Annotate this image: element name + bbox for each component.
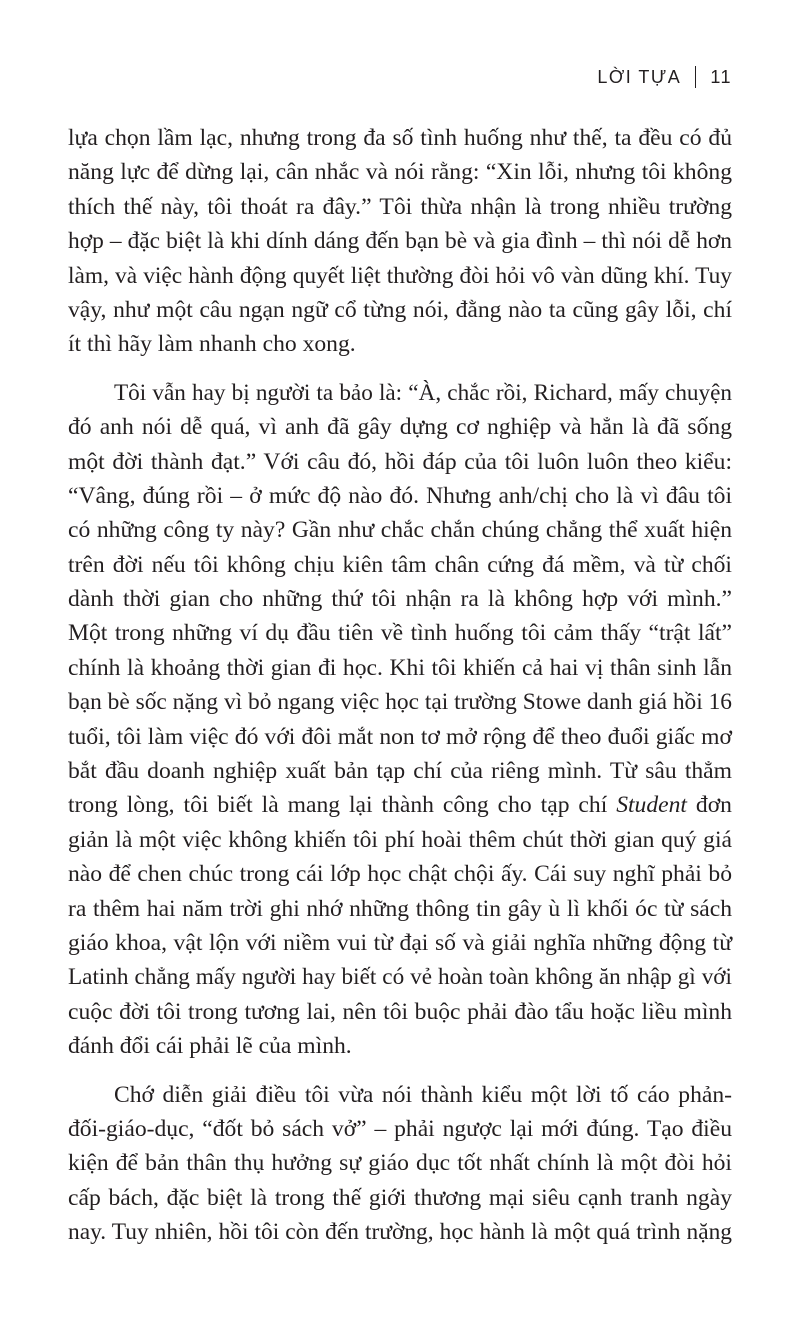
text-line: ít thì hãy làm nhanh cho xong. xyxy=(68,331,356,358)
text-line: giáo khoa, vật lộn với niềm vui từ đại số và giải nghĩa những động từ xyxy=(68,929,732,956)
text-line: đánh đổi cái phải lẽ của mình. xyxy=(68,1033,352,1060)
text-line: hợp – đặc biệt là khi dính dáng đến bạn bè và gia đình – thì nói dễ hơn xyxy=(68,228,732,255)
text-line: Tôi vẫn hay bị người ta bảo là: “À, chắc rồi, Richard, mấy chuyện xyxy=(114,379,732,406)
text-line: nay. Tuy nhiên, hồi tôi còn đến trường, học hành là một quá trình nặng xyxy=(68,1219,732,1246)
paragraph xyxy=(68,1078,732,1250)
header-divider xyxy=(695,66,696,88)
paragraph xyxy=(68,121,732,362)
text-line: năng lực để dừng lại, cân nhắc và nói rằng: “Xin lỗi, nhưng tôi không xyxy=(68,159,732,186)
page-number: 11 xyxy=(710,66,732,87)
paragraph-gap xyxy=(68,362,732,376)
text-line: có những công ty này? Gần như chắc chắn chúng chẳng thể xuất hiện xyxy=(68,517,732,544)
text-line: đối-giáo-dục, “đốt bỏ sách vở” – phải ngược lại mới đúng. Tạo điều xyxy=(68,1115,732,1142)
text-line: chính là khoảng thời gian đi học. Khi tôi khiến cả hai vị thân sinh lẫn xyxy=(68,654,732,681)
text-line: Latinh chẳng mấy người hay biết có vẻ hoàn toàn không ăn nhập gì với xyxy=(68,964,732,991)
text-line: tuổi, tôi làm việc đó với đôi mắt non tơ mở rộng để theo đuổi giấc mơ xyxy=(68,723,732,750)
paragraph xyxy=(68,376,732,1064)
magazine-title: Student xyxy=(616,792,687,819)
text-line: cấp bách, đặc biệt là trong thế giới thương mại siêu cạnh tranh ngày xyxy=(68,1184,732,1211)
text-line: trên đời nếu tôi không chịu kiên tâm chân cứng đá mềm, và từ chối xyxy=(68,551,732,578)
chapter-title: LỜI TỰA xyxy=(597,66,682,87)
text-line: Một trong những ví dụ đầu tiên về tình huống tôi cảm thấy “trật lất” xyxy=(68,620,732,647)
text-line: dành thời gian cho những thứ tôi nhận ra là không hợp với mình.” xyxy=(68,586,732,613)
text-line: Chớ diễn giải điều tôi vừa nói thành kiểu một lời tố cáo phản- xyxy=(114,1081,732,1108)
text-line: lựa chọn lầm lạc, nhưng trong đa số tình huống như thế, ta đều có đủ xyxy=(68,125,732,151)
text-line: ra thêm hai năm trời ghi nhớ những thông tin gây ù lì khối óc từ sách xyxy=(68,895,732,922)
body-text xyxy=(68,121,732,1250)
text-line: bắt đầu doanh nghiệp xuất bản tạp chí của riêng mình. Từ sâu thẳm xyxy=(68,758,732,785)
text-line: cuộc đời tôi trong tương lai, nên tôi buộc phải đào tẩu hoặc liều mình xyxy=(68,998,732,1025)
text-line: đó anh nói dễ quá, vì anh đã gây dựng cơ nghiệp và hẳn là đã sống xyxy=(68,414,732,441)
paragraph-gap xyxy=(68,1064,732,1078)
text-line: thích thế này, tôi thoát ra đây.” Tôi thừa nhận là trong nhiều trường xyxy=(68,193,732,220)
text-line: làm, và việc hành động quyết liệt thường đòi hỏi vô vàn dũng khí. Tuy xyxy=(68,262,732,289)
text-line: kiện để bản thân thụ hưởng sự giáo dục tốt nhất chính là một đòi hỏi xyxy=(68,1150,732,1177)
text-line: nào để chen chúc trong cái lớp học chật chội ấy. Cái suy nghĩ phải bỏ xyxy=(68,861,732,888)
text-line: “Vâng, đúng rồi – ở mức độ nào đó. Nhưng anh/chị cho là vì đâu tôi xyxy=(68,482,732,509)
text-line: bạn bè sốc nặng vì bỏ ngang việc học tại trường Stowe danh giá hồi 16 xyxy=(68,689,732,716)
text-line: vậy, như một câu ngạn ngữ cổ từng nói, đằng nào ta cũng gây lỗi, chí xyxy=(68,296,732,323)
text-line: giản là một việc không khiến tôi phí hoài thêm chút thời gian quý giá xyxy=(68,826,732,853)
running-header xyxy=(597,66,732,88)
text-line: một đời thành đạt.” Với câu đó, hồi đáp của tôi luôn luôn theo kiểu: xyxy=(68,448,732,475)
text-line: trong lòng, tôi biết là mang lại thành công cho tạp chí Student đơn xyxy=(68,792,732,819)
